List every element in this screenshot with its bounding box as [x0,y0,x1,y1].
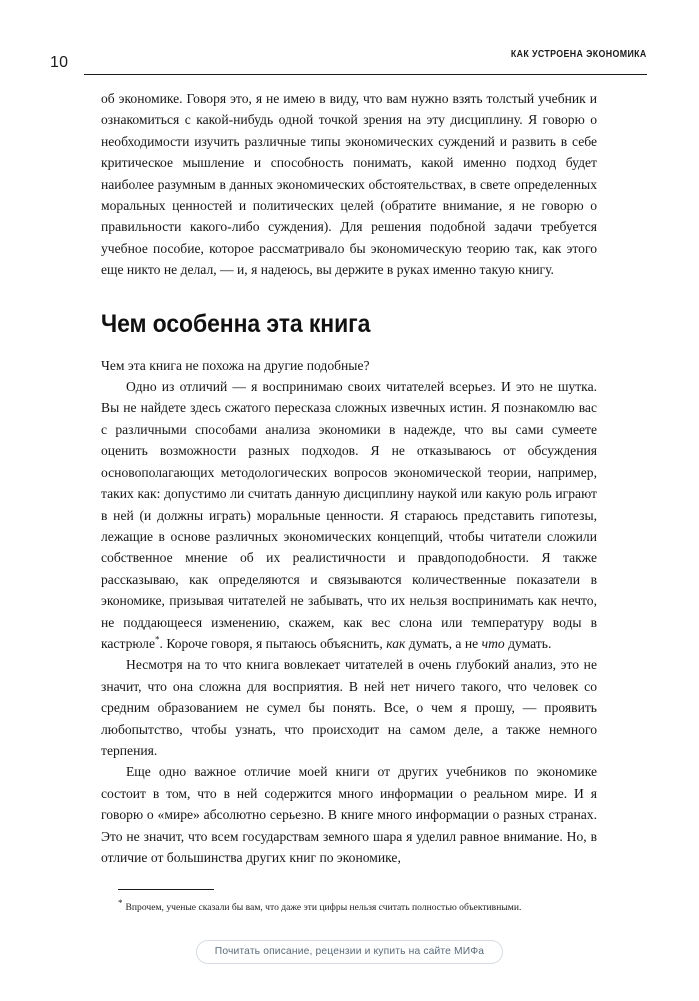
page-header [0,48,699,82]
italic-kak: как [386,635,406,651]
footnote-text-line [118,897,638,914]
italic-chto: что [481,635,505,651]
paragraph-continued: об экономике. Говоря это, я не имею в виду, что вам нужно взять толстый учебник и ознакомиться с какой-нибудь одной точкой зрения на эту дисциплину. Я говорю о необходимости изучить различные типы экономических суждений и развить в себе критическое мышление и способность понимать, какой именно подход будет наиболее разумным в данных экономических обстоятельствах, в свете определенных моральных ценностей и политических целей (обратите внимание, я не говорю о правильности какого-либо суждения). Для решения подобной задачи требуется учебное пособие, которое рассматривало бы экономическую теорию так, как этого еще никто не делал, — и, я надеюсь, вы держите в руках именно такую книгу. [101,91,597,278]
paragraph-four: Еще одно важное отличие моей книги от других учебников по экономике состоит в том, что в ней содержится много информации о реальном мире. И я говорю о «мире» абсолютно серьезно. В книге много информации о разных странах. Это не значит, что всем государствам земного шара я уделил равное внимание. Но, в отличие от большинства других книг по экономике, [101,764,597,865]
footnote-block [118,889,638,914]
paragraph-two-part-b: . Короче говоря, я пытаюсь объяснить, [159,635,387,651]
section-title-wrapper [101,310,597,339]
footnote-separator-rule [118,889,214,890]
paragraph-two-part-c: думать, а не [405,635,482,651]
main-text-column [101,88,597,868]
paragraph-two-part-d: думать. [504,635,552,651]
section-title: Чем особенна эта книга [101,309,371,338]
footnote-text: Впрочем, ученые сказали бы вам, что даже эти цифры нельзя считать полностью объективными. [125,902,522,914]
footnote-marker: * [118,898,123,908]
footnote-reference: * [155,634,160,645]
paragraph-three: Несмотря на то что книга вовлекает читателей в очень глубокий анализ, это не значит, что она сложна для восприятия. В ней нет ничего такого, что человек со средним образованием не сумел бы понять. Все, о чем я прошу, — проявить любопытство, чтобы узнать, что происходит на самом деле, а также немного терпения. [101,657,597,758]
page-number: 10 [50,54,69,71]
header-rule [84,74,647,75]
paragraph-two [101,376,597,654]
promo-wrapper [0,940,699,964]
paragraph-two-part-a: Одно из отличий — я воспринимаю своих читателей всерьез. И это не шутка. Вы не найдете здесь сжатого пересказа сложных извечных истин. Я познакомлю вас с различными способами анализа экономики в надежде, что вы сами сумеете оценить возможности разных подходов. Я не отказываюсь от обсуждения основополагающих методологических вопросов экономической теории, например, таких как: допустимо ли считать данную дисциплину наукой или какую роль играют в ней (и должны играть) моральные ценности. Я стараюсь представить гипотезы, лежащие в основе различных экономических концепций, чтобы читатели сложили собственное мнение об их реалистичности и правдоподобности. Я также рассказываю, как определяются и связываются количественные показатели в экономике, призывая читателей не забывать, что их нельзя воспринимать как нечто, не поддающееся изменению, скажем, как вес слона или температуру воды в кастрюле [101,379,597,651]
promo-link-button[interactable]: Почитать описание, рецензии и купить на сайте МИФа [196,940,503,964]
running-title: КАК УСТРОЕНА ЭКОНОМИКА [511,48,647,60]
lead-question: Чем эта книга не похожа на другие подобные? [101,357,370,373]
